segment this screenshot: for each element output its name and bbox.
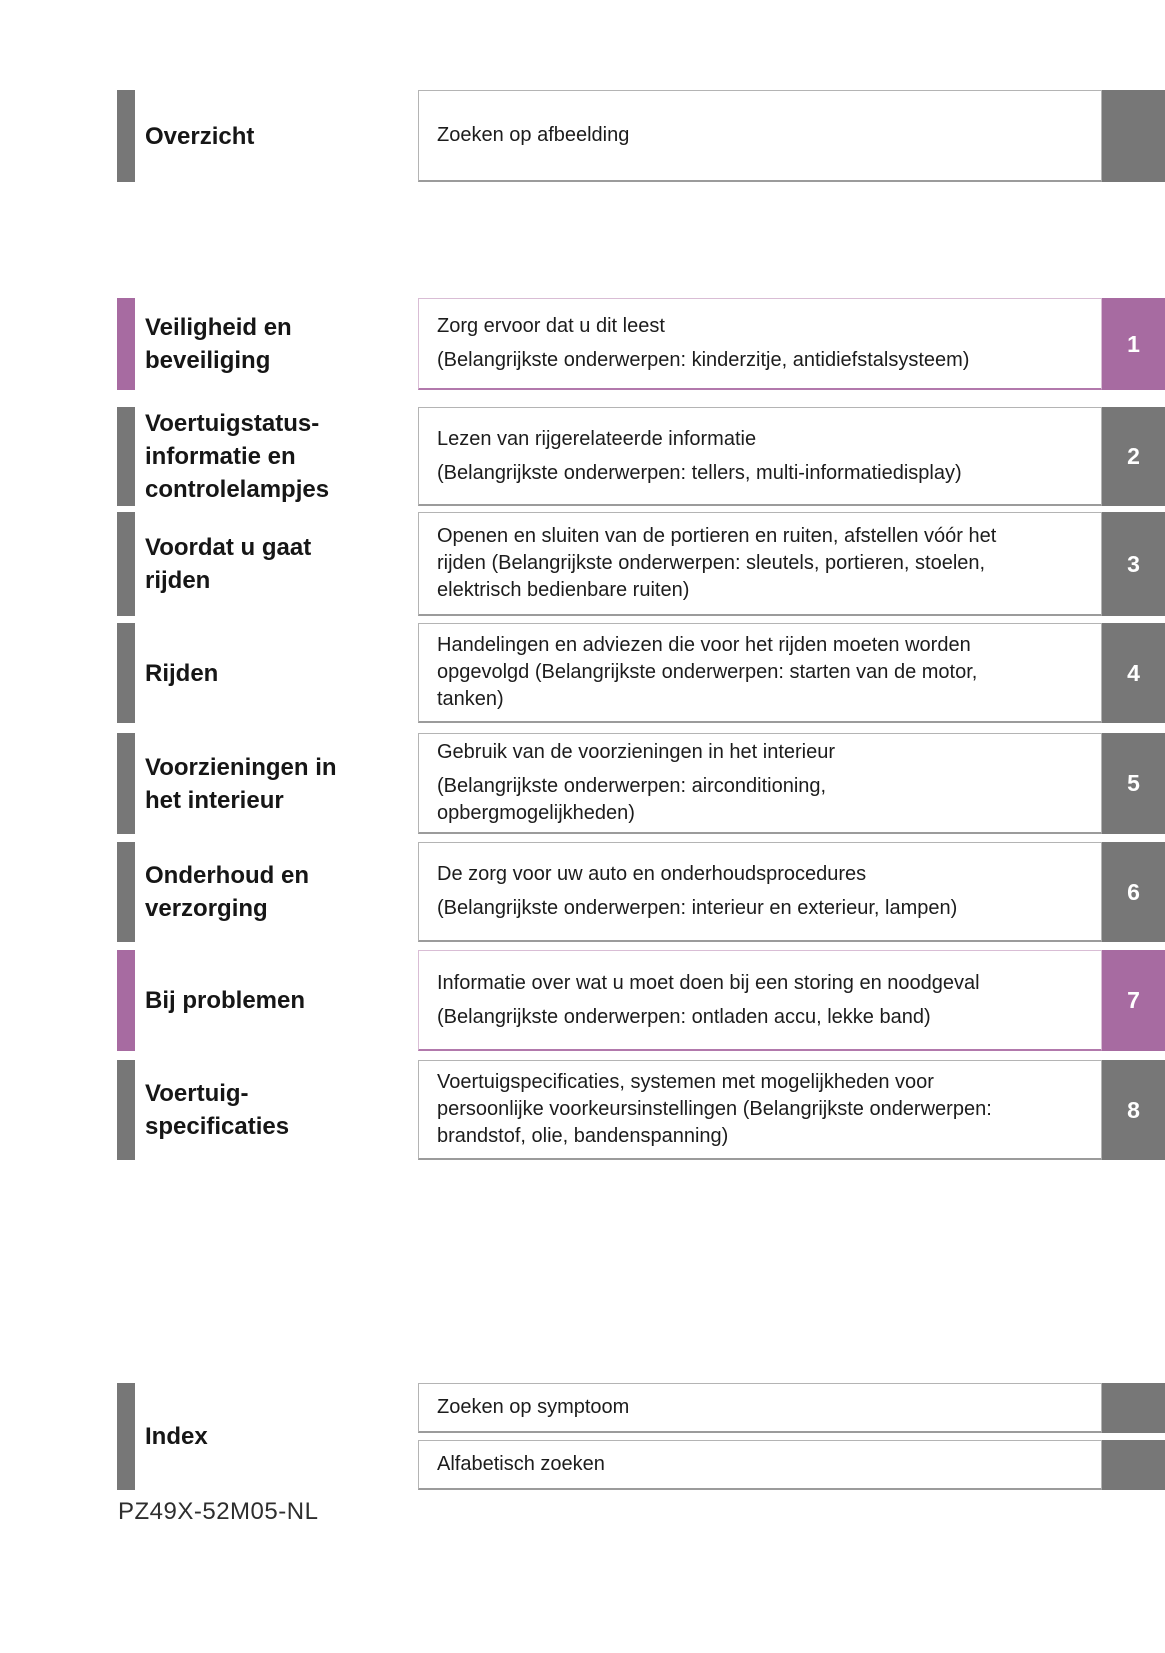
section-6-topics: (Belangrijkste onderwerpen: interieur en exterieur, lampen) xyxy=(437,897,958,919)
section-row-4 xyxy=(0,623,1165,723)
section-4-accent-bar xyxy=(117,623,135,723)
section-2-title-line: controlelampjes xyxy=(145,476,330,503)
chapter-tab-6 xyxy=(1102,842,1165,942)
footer-publication-code: PZ49X-52M05-NL xyxy=(118,1498,319,1525)
section-5-title-line: Voorzieningen in xyxy=(145,753,337,781)
section-1-title-line: Veiligheid en xyxy=(145,314,292,341)
section-7-title-line: Bij problemen xyxy=(145,987,306,1014)
section-5-accent-bar xyxy=(117,733,135,834)
section-row-1 xyxy=(0,298,1165,390)
section-2-title xyxy=(145,407,410,506)
section-6-accent-bar xyxy=(117,842,135,942)
section-row-7 xyxy=(0,950,1165,1051)
section-7-accent-bar xyxy=(117,950,135,1051)
section-2-summary-box xyxy=(418,407,1102,506)
section-row-2 xyxy=(0,407,1165,506)
section-3-summary-line: rijden (Belangrijkste onderwerpen: sleutels, portieren, stoelen, xyxy=(437,552,986,574)
chapter-tab-3 xyxy=(1102,512,1165,616)
section-1-topics: (Belangrijkste onderwerpen: kinderzitje, antidiefstalsysteem) xyxy=(437,349,970,371)
chapter-tab-8 xyxy=(1102,1060,1165,1160)
chapter-number-3: 3 xyxy=(1127,550,1140,577)
chapter-tab-5 xyxy=(1102,733,1165,834)
section-8-summary-box xyxy=(418,1060,1102,1160)
overzicht-box-label: Zoeken op afbeelding xyxy=(437,124,630,146)
section-2-topics: (Belangrijkste onderwerpen: tellers, multi-informatiedisplay) xyxy=(437,461,962,484)
section-7-topics: (Belangrijkste onderwerpen: ontladen accu, lekke band) xyxy=(437,1005,931,1028)
section-row-6 xyxy=(0,842,1165,942)
section-6-summary-box xyxy=(418,842,1102,942)
section-3-title xyxy=(145,512,410,616)
section-row-8 xyxy=(0,1060,1165,1160)
section-5-topics-line: opbergmogelijkheden) xyxy=(437,802,635,824)
section-4-title xyxy=(145,623,410,723)
section-8-title xyxy=(145,1060,410,1160)
section-8-summary-line: persoonlijke voorkeursinstellingen (Belangrijkste onderwerpen: xyxy=(437,1098,992,1120)
section-7-summary: Informatie over wat u moet doen bij een storing en noodgeval xyxy=(437,971,980,994)
section-5-title xyxy=(145,733,410,834)
section-2-accent-bar xyxy=(117,407,135,506)
section-6-title-line: Onderhoud en xyxy=(145,862,309,889)
chapter-number-6: 6 xyxy=(1127,878,1140,905)
section-2-summary: Lezen van rijgerelateerde informatie xyxy=(437,427,757,450)
section-4-title-line: Rijden xyxy=(145,659,219,687)
section-3-summary-line: Openen en sluiten van de portieren en ruiten, afstellen vóór het xyxy=(437,525,997,547)
index-box-alfabetisch-label: Alfabetisch zoeken xyxy=(437,1453,605,1475)
section-7-title xyxy=(145,950,410,1051)
chapter-tab-2 xyxy=(1102,407,1165,506)
section-row-5 xyxy=(0,733,1165,834)
section-8-title-line: Voertuig- xyxy=(145,1080,249,1107)
chapter-number-4: 4 xyxy=(1127,659,1140,686)
section-5-topics-line: (Belangrijkste onderwerpen: airconditioning, xyxy=(437,775,827,797)
section-5-title-line: het interieur xyxy=(145,786,284,814)
overzicht-tab xyxy=(1102,90,1165,182)
index-box-symptoom-label: Zoeken op symptoom xyxy=(437,1396,630,1418)
section-3-title-line: Voordat u gaat xyxy=(145,534,312,561)
chapter-number-1: 1 xyxy=(1127,330,1140,357)
overzicht-accent-bar xyxy=(117,90,135,182)
index-title-text: Index xyxy=(145,1423,208,1450)
section-3-title-line: rijden xyxy=(145,567,211,594)
section-3-summary-line: elektrisch bedienbare ruiten) xyxy=(437,579,690,601)
section-8-accent-bar xyxy=(117,1060,135,1160)
chapter-number-8: 8 xyxy=(1127,1096,1140,1123)
section-7-summary-box xyxy=(418,950,1102,1051)
section-4-summary-box xyxy=(418,623,1102,723)
index-accent-bar xyxy=(117,1383,135,1490)
section-1-summary: Zorg ervoor dat u dit leest xyxy=(437,315,665,337)
index-title xyxy=(145,1383,410,1490)
section-3-accent-bar xyxy=(117,512,135,616)
section-2-title-line: Voertuigstatus- xyxy=(145,410,320,437)
section-1-title-line: beveiliging xyxy=(145,347,271,374)
section-3-summary-box xyxy=(418,512,1102,616)
overzicht-title-text: Overzicht xyxy=(145,122,255,150)
section-1-accent-bar xyxy=(117,298,135,390)
section-4-summary-line: tanken) xyxy=(437,688,504,710)
section-8-summary-line: brandstof, olie, bandenspanning) xyxy=(437,1125,729,1147)
section-2-title-line: informatie en xyxy=(145,443,296,470)
chapter-number-7: 7 xyxy=(1127,987,1140,1013)
section-6-title xyxy=(145,842,410,942)
overzicht-row xyxy=(0,90,1165,182)
overzicht-box xyxy=(418,90,1102,182)
section-5-summary-box xyxy=(418,733,1102,834)
chapter-tab-4 xyxy=(1102,623,1165,723)
index-tab-alfabetisch xyxy=(1102,1440,1165,1490)
overzicht-title xyxy=(145,90,410,182)
section-6-summary: De zorg voor uw auto en onderhoudsprocedures xyxy=(437,863,867,885)
index-tab-symptoom xyxy=(1102,1383,1165,1433)
section-1-summary-box xyxy=(418,298,1102,390)
section-1-title xyxy=(145,298,410,390)
index-box-symptoom xyxy=(418,1383,1102,1433)
chapter-tab-1 xyxy=(1102,298,1165,390)
chapter-tab-7 xyxy=(1102,950,1165,1051)
section-6-title-line: verzorging xyxy=(145,895,268,922)
section-row-3 xyxy=(0,512,1165,616)
section-8-summary-line: Voertuigspecificaties, systemen met mogelijkheden voor xyxy=(437,1071,934,1093)
chapter-number-5: 5 xyxy=(1127,770,1140,796)
index-row xyxy=(0,1383,1165,1490)
section-4-summary-line: opgevolgd (Belangrijkste onderwerpen: starten van de motor, xyxy=(437,661,978,683)
section-4-summary-line: Handelingen en adviezen die voor het rijden moeten worden xyxy=(437,634,971,656)
index-box-alfabetisch xyxy=(418,1440,1102,1490)
section-8-title-line: specificaties xyxy=(145,1113,290,1140)
chapter-number-2: 2 xyxy=(1127,443,1140,469)
section-5-summary: Gebruik van de voorzieningen in het interieur xyxy=(437,741,836,763)
